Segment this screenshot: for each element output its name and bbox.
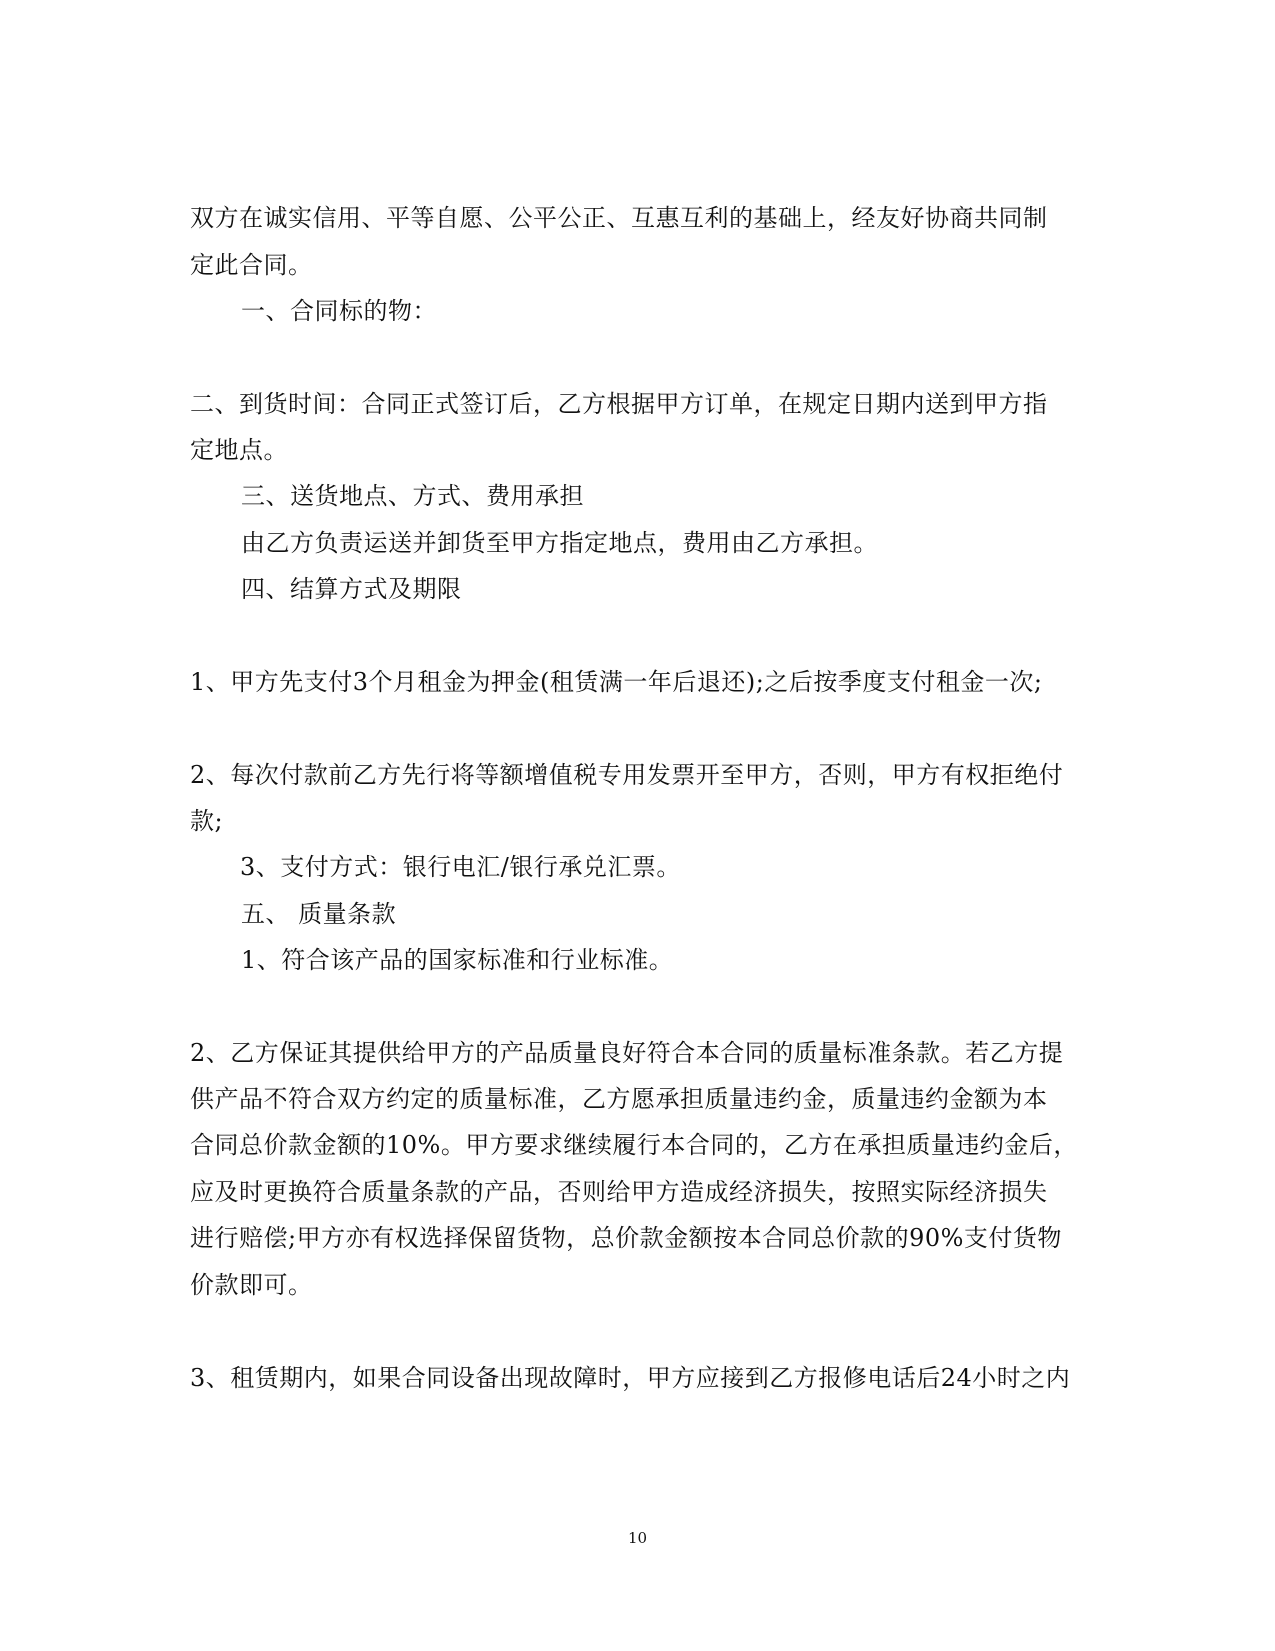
text-line: 应及时更换符合质量条款的产品，否则给甲方造成经济损失，按照实际经济损失: [190, 1178, 1048, 1206]
section-heading: 三、送货地点、方式、费用承担: [241, 482, 584, 510]
text-line: 合同总价款金额的10%。甲方要求继续履行本合同的，乙方在承担质量违约金后，: [190, 1131, 1078, 1159]
text-line: 由乙方负责运送并卸货至甲方指定地点，费用由乙方承担。: [241, 529, 878, 557]
text-line: 二、到货时间：合同正式签订后，乙方根据甲方订单，在规定日期内送到甲方指: [190, 390, 1048, 418]
text-line: 价款即可。: [190, 1271, 313, 1299]
text-line: 供产品不符合双方约定的质量标准，乙方愿承担质量违约金，质量违约金额为本: [190, 1085, 1048, 1113]
text-line: 进行赔偿;甲方亦有权选择保留货物，总价款金额按本合同总价款的90%支付货物: [190, 1224, 1062, 1252]
text-line: 款;: [190, 807, 224, 835]
section-heading: 五、 质量条款: [241, 900, 397, 928]
text-line: 1、符合该产品的国家标准和行业标准。: [241, 946, 674, 974]
text-line: 2、每次付款前乙方先行将等额增值税专用发票开至甲方，否则，甲方有权拒绝付: [190, 761, 1064, 789]
text-line: 1、甲方先支付3个月租金为押金(租赁满一年后退还);之后按季度支付租金一次;: [190, 668, 1043, 696]
text-line: 定此合同。: [190, 251, 313, 279]
page-number: 10: [627, 1529, 648, 1547]
text-line: 定地点。: [190, 436, 288, 464]
text-line: 双方在诚实信用、平等自愿、公平公正、互惠互利的基础上，经友好协商共同制: [190, 204, 1048, 232]
section-heading: 一、合同标的物：: [241, 297, 437, 325]
text-line: 2、乙方保证其提供给甲方的产品质量良好符合本合同的质量标准条款。若乙方提: [190, 1039, 1064, 1067]
section-heading: 四、结算方式及期限: [241, 575, 462, 603]
text-line: 3、支付方式：银行电汇/银行承兑汇票。: [240, 853, 681, 881]
text-line: 3、租赁期内，如果合同设备出现故障时，甲方应接到乙方报修电话后24小时之内: [190, 1364, 1071, 1392]
